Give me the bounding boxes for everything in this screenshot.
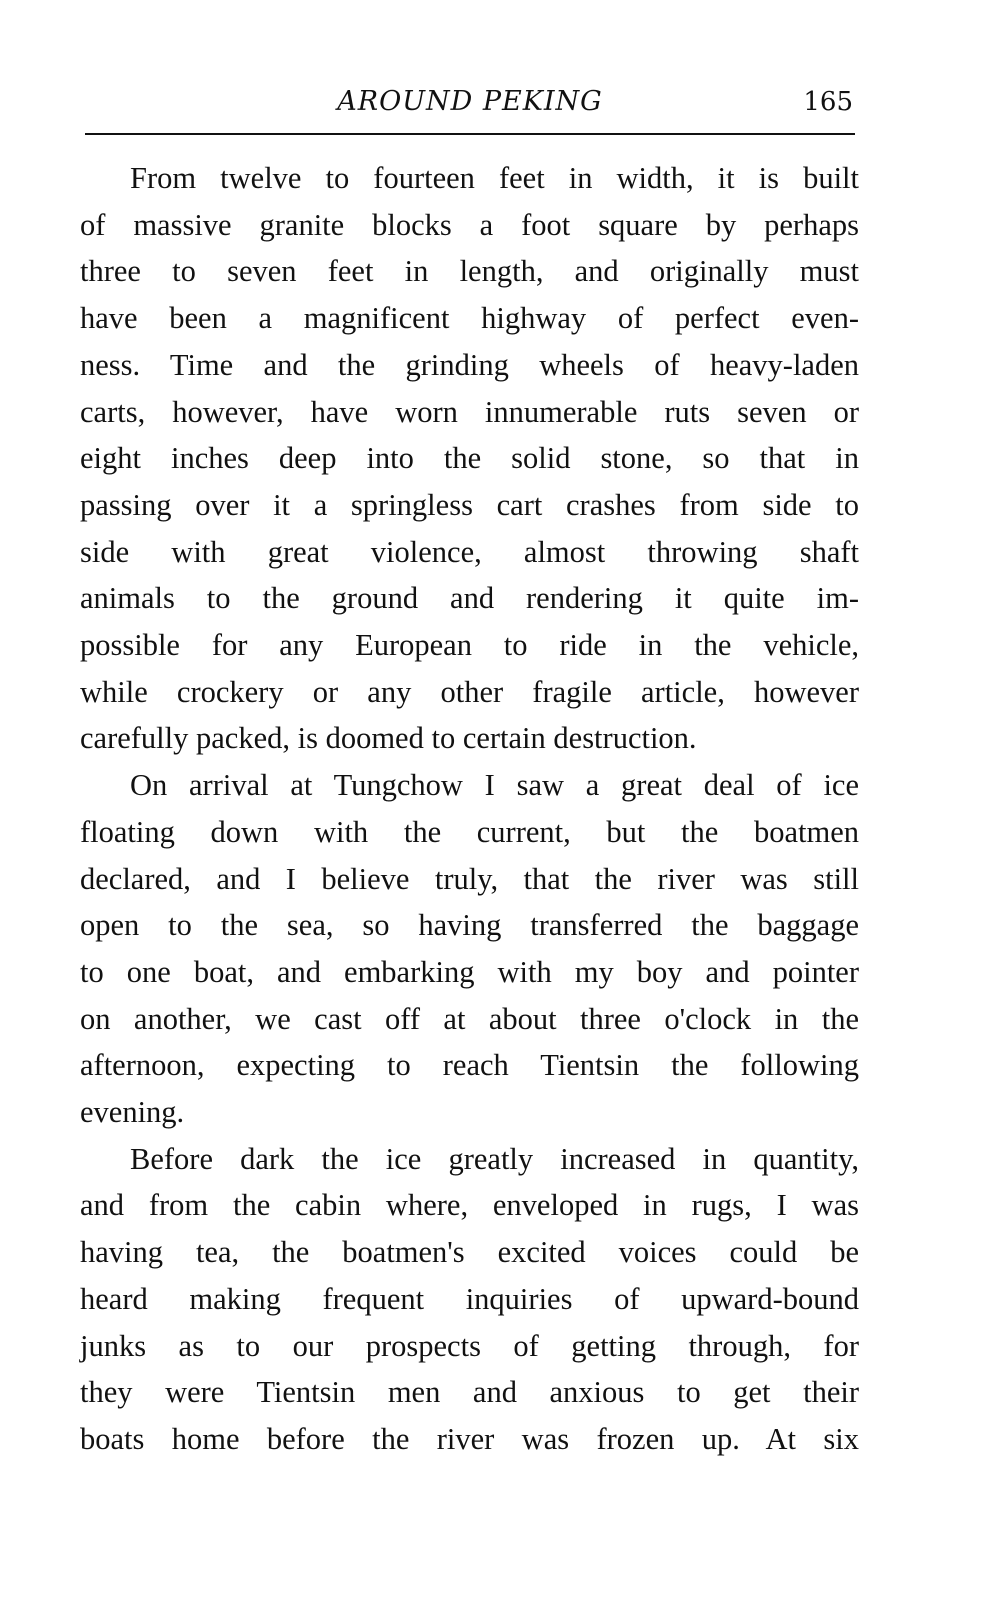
body-text [80, 155, 859, 1463]
text-line: and from the cabin where, enveloped in rugs, I was [80, 1188, 859, 1223]
text-line: have been a magnificent highway of perfect even- [80, 301, 859, 336]
text-line: declared, and I believe truly, that the river was still [80, 861, 859, 896]
text-line: eight inches deep into the solid stone, so that in [80, 441, 859, 476]
text-line: floating down with the current, but the boatmen [80, 814, 859, 849]
text-line: having tea, the boatmen's excited voices could be [80, 1235, 859, 1270]
paragraph-1 [80, 155, 859, 762]
text-line: Before dark the ice greatly increased in quantity, [130, 1141, 859, 1176]
text-line: passing over it a springless cart crashes from side to [80, 487, 859, 522]
text-line: to one boat, and embarking with my boy and pointer [80, 954, 859, 989]
text-line: animals to the ground and rendering it quite im- [80, 581, 859, 616]
text-line: they were Tientsin men and anxious to get their [80, 1375, 859, 1410]
text-line: side with great violence, almost throwing shaft [80, 534, 859, 569]
text-line: on another, we cast off at about three o'clock in the [80, 1001, 859, 1036]
text-line: ness. Time and the grinding wheels of heavy-laden [80, 347, 859, 382]
text-line: On arrival at Tungchow I saw a great deal of ice [130, 768, 859, 803]
page-number: 165 [803, 87, 853, 117]
paragraph-3 [80, 1136, 859, 1463]
paragraph-2 [80, 762, 859, 1136]
text-line: open to the sea, so having transferred the baggage [80, 908, 859, 943]
text-line: of massive granite blocks a foot square by perhaps [80, 207, 859, 242]
running-title: AROUND PEKING [337, 86, 603, 117]
text-line: evening. [80, 1095, 185, 1130]
text-line: boats home before the river was frozen up. At six [80, 1421, 859, 1456]
text-line: junks as to our prospects of getting through, for [80, 1328, 859, 1363]
header-rule [85, 133, 855, 135]
text-line: carefully packed, is doomed to certain destruction. [80, 721, 697, 756]
text-line: three to seven feet in length, and originally must [80, 254, 859, 289]
text-line: heard making frequent inquiries of upward-bound [80, 1281, 859, 1316]
text-line: while crockery or any other fragile article, however [80, 674, 859, 709]
text-line: afternoon, expecting to reach Tientsin the following [80, 1048, 859, 1083]
text-line: possible for any European to ride in the vehicle, [80, 628, 859, 663]
text-line: carts, however, have worn innumerable ruts seven or [80, 394, 859, 429]
running-head [85, 84, 855, 124]
text-line: From twelve to fourteen feet in width, it is built [130, 161, 859, 195]
